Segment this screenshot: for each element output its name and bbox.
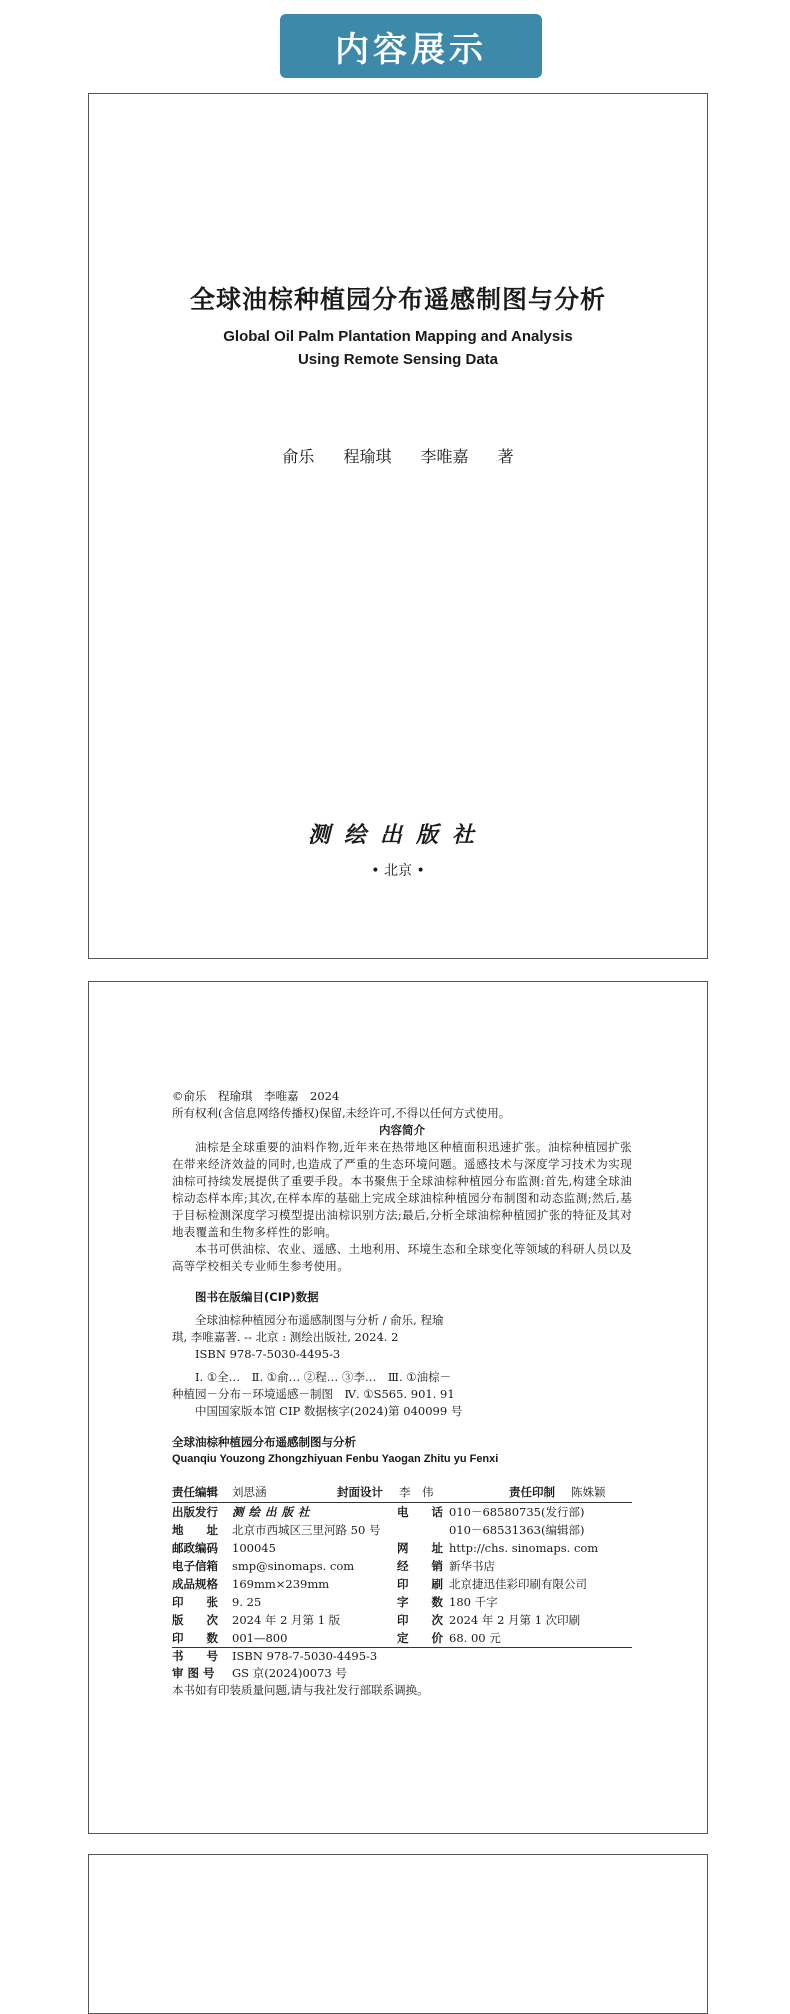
cip-line-1: 全球油棕种植园分布遥感制图与分析 / 俞乐, 程瑜 [195, 1313, 444, 1327]
print-label: 责任印制 [509, 1484, 555, 1499]
info-value: http://chs. sinomaps. com [449, 1540, 599, 1555]
english-title-line-2: Using Remote Sensing Data [297, 351, 499, 368]
cip-heading: 图书在版编目(CIP)数据 [195, 1290, 319, 1304]
next-page [88, 1854, 708, 2014]
map-review-value: GS 京(2024)0073 号 [232, 1666, 347, 1680]
copyright-holders: ©俞乐 程瑜琪 李唯嘉 2024 [172, 1089, 340, 1103]
chinese-title: 全球油棕种植园分布遥感制图与分析 [189, 285, 606, 314]
info-label: 电 话 [397, 1504, 443, 1519]
section-banner: 内容展示 [280, 14, 542, 78]
book-title-pinyin: Quanqiu Youzong Zhongzhiyuan Fenbu Yaogan Zhitu yu Fenxi [172, 1453, 499, 1465]
credits-row [172, 1482, 632, 1503]
book-title: 全球油棕种植园分布遥感制图与分析 [172, 1435, 356, 1449]
isbn-label: 书 号 [172, 1649, 218, 1663]
info-row [172, 1521, 632, 1539]
info-value: 180 千字 [449, 1594, 498, 1609]
title-page [88, 93, 708, 959]
info-label: 电子信箱 [172, 1558, 218, 1573]
info-label [397, 1521, 449, 1539]
cip-line-2: 琪, 李唯嘉著. -- 北京 : 测绘出版社, 2024. 2 [172, 1330, 399, 1344]
isbn-value: ISBN 978-7-5030-4495-3 [232, 1649, 378, 1663]
rights-statement: 所有权利(含信息网络传播权)保留,未经许可,不得以任何方式使用。 [172, 1106, 511, 1120]
map-review-label: 审 图 号 [172, 1666, 215, 1680]
info-label: 版 次 [172, 1612, 218, 1627]
print-person: 陈姝颖 [571, 1484, 606, 1499]
publisher-city: • 北京 • [371, 863, 425, 879]
info-label: 印 次 [397, 1612, 443, 1627]
info-row [172, 1611, 632, 1629]
publication-info-table [172, 1503, 632, 1648]
editor-name: 刘思涵 [232, 1484, 267, 1499]
info-value: 2024 年 2 月第 1 次印刷 [449, 1612, 581, 1627]
info-value: 北京市西城区三里河路 50 号 [232, 1522, 381, 1537]
info-row [172, 1539, 632, 1557]
info-value: 100045 [232, 1540, 276, 1555]
quality-notice: 本书如有印装质量问题,请与我社发行部联系调换。 [172, 1683, 429, 1697]
info-row [172, 1557, 632, 1575]
copyright-page [88, 981, 708, 1834]
info-value: 001—800 [232, 1630, 288, 1645]
author-1: 俞乐 [282, 447, 315, 466]
info-label: 地 址 [172, 1522, 218, 1537]
cip-isbn: ISBN 978-7-5030-4495-3 [195, 1347, 341, 1361]
author-2: 程瑜琪 [343, 447, 392, 466]
editor-label: 责任编辑 [172, 1484, 218, 1499]
publisher-logo: 测绘出版社 [307, 822, 488, 848]
info-label: 定 价 [397, 1630, 443, 1645]
info-value: 新华书店 [449, 1558, 495, 1573]
cip-number: 中国国家版本馆 CIP 数据核字(2024)第 040099 号 [195, 1404, 463, 1418]
cover-design-label: 封面设计 [337, 1484, 383, 1499]
info-value: 2024 年 2 月第 1 版 [232, 1612, 341, 1627]
info-row [172, 1629, 632, 1648]
cip-line-4: Ⅰ. ①全… Ⅱ. ①俞… ②程… ③李… Ⅲ. ①油棕－ [195, 1370, 452, 1384]
info-value: 测绘出版社 [232, 1504, 315, 1519]
info-value: 010－68531363(编辑部) [449, 1522, 585, 1537]
info-row [172, 1575, 632, 1593]
info-value: 北京捷迅佳彩印刷有限公司 [449, 1576, 587, 1591]
author-suffix: 著 [497, 447, 514, 466]
info-label: 印 刷 [397, 1576, 443, 1591]
info-label: 邮政编码 [172, 1540, 218, 1555]
info-value: 68. 00 元 [449, 1630, 501, 1645]
summary-paragraph-2: 本书可供油棕、农业、遥感、土地利用、环境生态和全球变化等领域的科研人员以及高等学校相关专业师生参考使用。 [172, 1242, 632, 1273]
info-label: 出版发行 [172, 1504, 218, 1519]
info-value: 169mm×239mm [232, 1576, 330, 1591]
info-row [172, 1593, 632, 1611]
info-label: 成品规格 [172, 1576, 218, 1591]
info-value: 9. 25 [232, 1594, 262, 1609]
info-label: 经 销 [397, 1558, 443, 1573]
authors [89, 444, 707, 467]
info-value: smp@sinomaps. com [232, 1558, 355, 1573]
cover-designer: 李 伟 [399, 1484, 434, 1499]
info-label: 印 张 [172, 1594, 218, 1609]
info-row [172, 1503, 632, 1521]
summary-paragraph-1: 油棕是全球重要的油料作物,近年来在热带地区种植面积迅速扩张。油棕种植园扩张在带来经济效益的同时,也造成了严重的生态环境问题。遥感技术与深度学习技术为实现油棕可持续发展提供了重要手段。本书聚焦于全球油棕种植园分布监测:首先,构建全球油棕动态样本库;其次,在样本库的基础上完成全球油棕种植园分布制图和动态监测;然后,基于目标检测深度学习模型提出油棕识别方法;最后,分析全球油棕种植园扩张的特征及其对地表覆盖和生物多样性的影响。 [172, 1140, 632, 1239]
english-title-line-1: Global Oil Palm Plantation Mapping and Analysis [223, 328, 573, 345]
author-3: 李唯嘉 [420, 447, 469, 466]
info-label: 网 址 [397, 1540, 443, 1555]
cip-line-5: 种植园－分布－环境遥感－制图 Ⅳ. ①S565. 901. 91 [172, 1387, 455, 1401]
info-label: 字 数 [397, 1594, 443, 1609]
info-value: 010－68580735(发行部) [449, 1504, 585, 1519]
summary-heading: 内容简介 [379, 1123, 425, 1137]
info-label: 印 数 [172, 1630, 218, 1645]
